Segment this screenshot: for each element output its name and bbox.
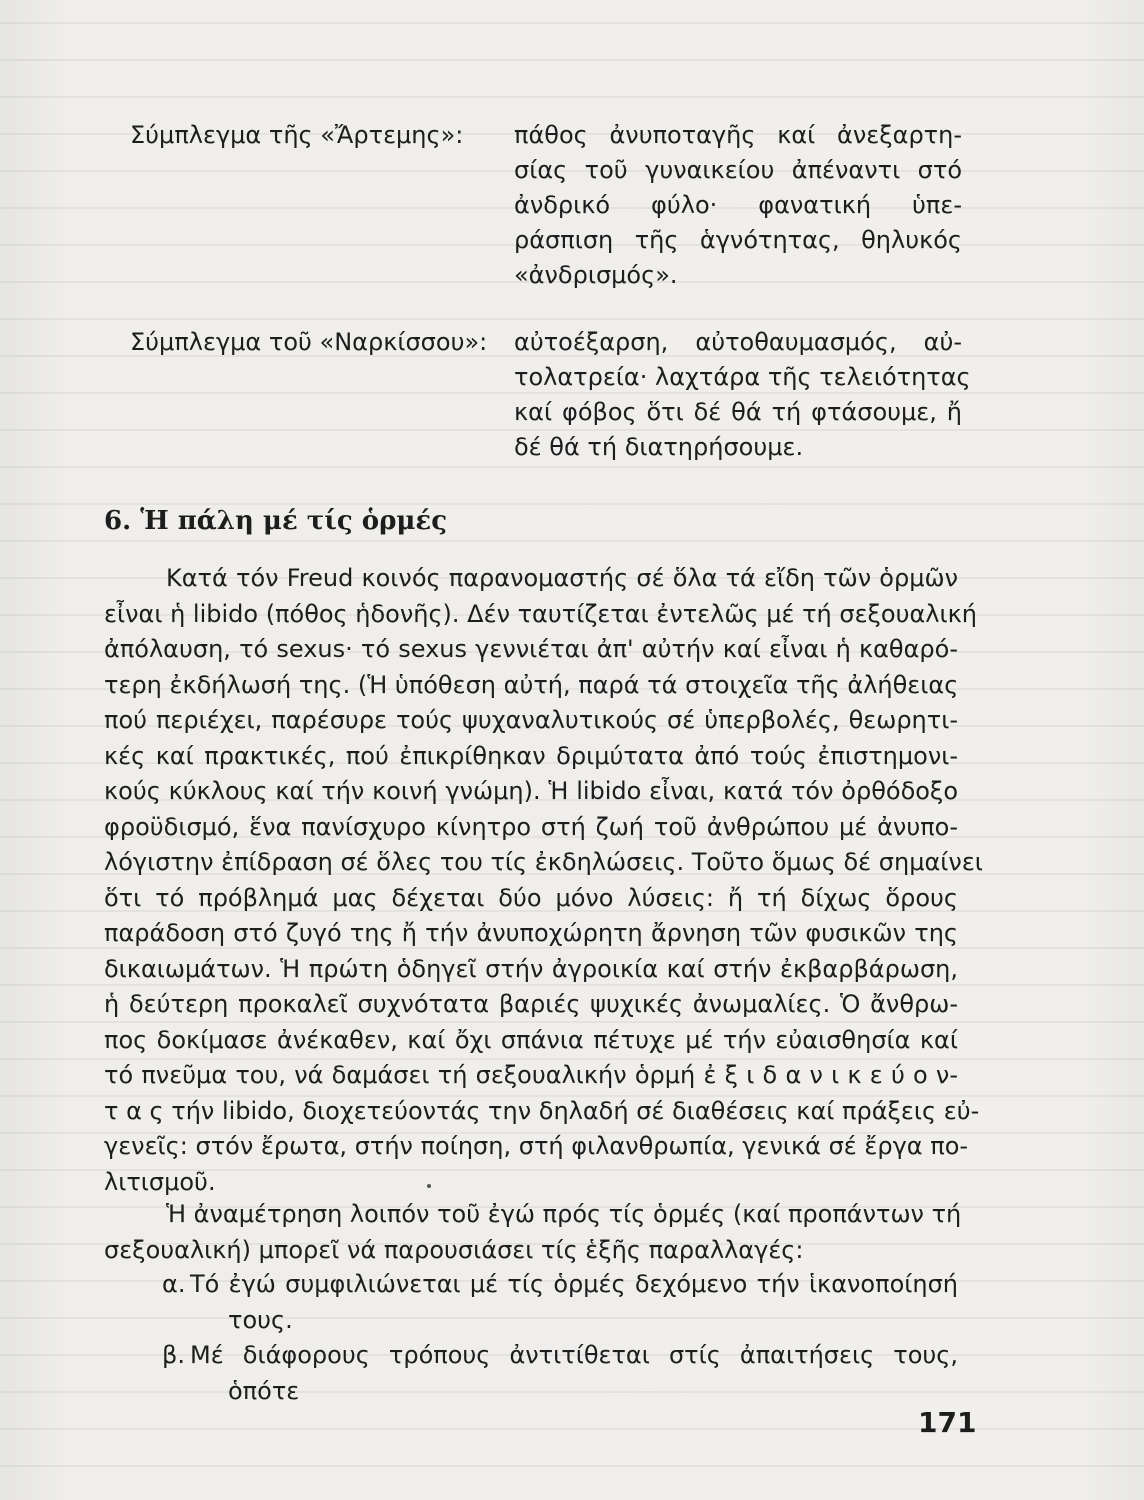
text-line: τους. — [228, 1305, 293, 1334]
definition-text — [514, 118, 962, 293]
text-line: φροϋδισμό, ἕνα πανίσχυρο κίνητρο στή ζωή τοῦ ἀνθρώπου μέ ἀνυπο- — [104, 812, 958, 841]
text-line: κές καί πρακτικές, πού ἐπικρίθηκαν δριμύτατα ἀπό τούς ἐπιστημονι- — [104, 741, 958, 770]
text-line: εἶναι ἡ libido (πόθος ἡδονῆς). Δέν ταυτίζεται ἐντελῶς μέ τή σεξουαλική — [104, 599, 977, 628]
list-item-text — [190, 1267, 958, 1338]
text-line: ἀπόλαυση, τό sexus· τό sexus γεννιέται ἀπ' αὐτήν καί εἶναι ἡ καθαρό- — [104, 635, 958, 663]
text-line: τολατρεία· λαχτάρα τῆς τελειότητας — [514, 363, 971, 391]
text-line: κούς κύκλους καί τήν κοινή γνώμη). Ἡ libido εἶναι, κατά τόν ὀρθόδοξο — [104, 777, 958, 805]
text-line: παράδοση στό ζυγό της ἤ τήν ἀνυποχώρητη ἄρνηση τῶν φυσικῶν της — [104, 919, 958, 947]
text-line: Τό ἐγώ συμφιλιώνεται μέ τίς ὁρμές δεχόμενο τήν ἱκανοποίησή — [190, 1270, 958, 1298]
text-line: σεξουαλική) μπορεῖ νά παρουσιάσει τίς ἑξῆς παραλλαγές: — [104, 1235, 804, 1264]
text-line: ὁπότε — [228, 1376, 300, 1405]
text-line: δέ θά τή διατηρήσουμε. — [514, 433, 804, 461]
text-line: ράσπιση τῆς ἁγνότητας, θηλυκός — [514, 226, 962, 254]
text-line: λιτισμοῦ. — [104, 1167, 216, 1196]
paragraph-variations — [104, 1197, 962, 1268]
text-line: τό πνεῦμα του, νά δαμάσει τή σεξουαλικήν ὁρμή ἐ ξ ι δ α ν ι κ ε ύ ο ν- — [104, 1061, 958, 1089]
list-marker: α. — [162, 1270, 186, 1298]
text-line: δικαιωμάτων. Ἡ πρώτη ὁδηγεῖ στήν ἀγροικία καί στήν ἐκβαρβάρωση, — [104, 954, 958, 983]
text-line: καί φόβος ὅτι δέ θά τή φτάσουμε, ἤ — [514, 398, 962, 426]
definition-term: Σύμπλεγμα τοῦ «Ναρκίσσου»: — [130, 328, 488, 356]
text-line: πάθος ἀνυποταγῆς καί ἀνεξαρτη- — [514, 121, 962, 149]
text-line: Κατά τόν Freud κοινός παρανομαστής σέ ὅλα τά εἴδη τῶν ὁρμῶν — [166, 564, 958, 592]
text-line: ἀνδρικό φύλο· φανατική ὑπε- — [514, 191, 962, 219]
page-number: 171 — [918, 1406, 977, 1439]
text-line: γενεῖς: στόν ἔρωτα, στήν ποίηση, στή φιλανθρωπία, γενικά σέ ἔργα πο- — [104, 1132, 969, 1160]
text-line: ὅτι τό πρόβλημά μας δέχεται δύο μόνο λύσεις: ἤ τή δίχως ὅρους — [104, 883, 958, 912]
definition-text — [514, 325, 971, 465]
text-line: σίας τοῦ γυναικείου ἀπέναντι στό — [514, 156, 962, 184]
text-line: τ α ς τήν libido, διοχετεύοντάς την δηλαδή σέ διαθέσεις καί πράξεις εὐ- — [104, 1096, 980, 1125]
text-line: Μέ διάφορους τρόπους ἀντιτίθεται στίς ἀπαιτήσεις τους, — [190, 1341, 958, 1369]
text-line: ἡ δεύτερη προκαλεῖ συχνότατα βαριές ψυχικές ἀνωμαλίες. Ὁ ἄνθρω- — [104, 990, 958, 1018]
list-item-text — [190, 1338, 958, 1409]
text-line: πού περιέχει, παρέσυρε τούς ψυχαναλυτικούς σέ ὑπερβολές, θεωρητι- — [104, 706, 958, 734]
text-line: Ἡ ἀναμέτρηση λοιπόν τοῦ ἐγώ πρός τίς ὁρμές (καί προπάντων τή — [166, 1200, 962, 1228]
paragraph-libido — [104, 561, 983, 1200]
text-line: αὐτοέξαρση, αὐτοθαυμασμός, αὐ- — [514, 328, 962, 356]
text-line: «ἀνδρισμός». — [514, 261, 678, 289]
text-line: λόγιστην ἐπίδραση σέ ὅλες του τίς ἐκδηλώσεις. Τοῦτο ὅμως δέ σημαίνει — [104, 848, 983, 876]
print-speck — [427, 1184, 431, 1188]
list-marker: β. — [162, 1341, 185, 1369]
text-line: πος δοκίμασε ἀνέκαθεν, καί ὄχι σπάνια πέτυχε μέ τήν εὐαισθησία καί — [104, 1025, 958, 1054]
text-line: τερη ἐκδήλωσή της. (Ἡ ὑπόθεση αὐτή, παρά τά στοιχεῖα τῆς ἀλήθειας — [104, 670, 959, 699]
section-heading: 6. Ἡ πάλη μέ τίς ὁρμές — [104, 506, 448, 536]
definition-term: Σύμπλεγμα τῆς «Ἄρτεμης»: — [130, 121, 464, 149]
